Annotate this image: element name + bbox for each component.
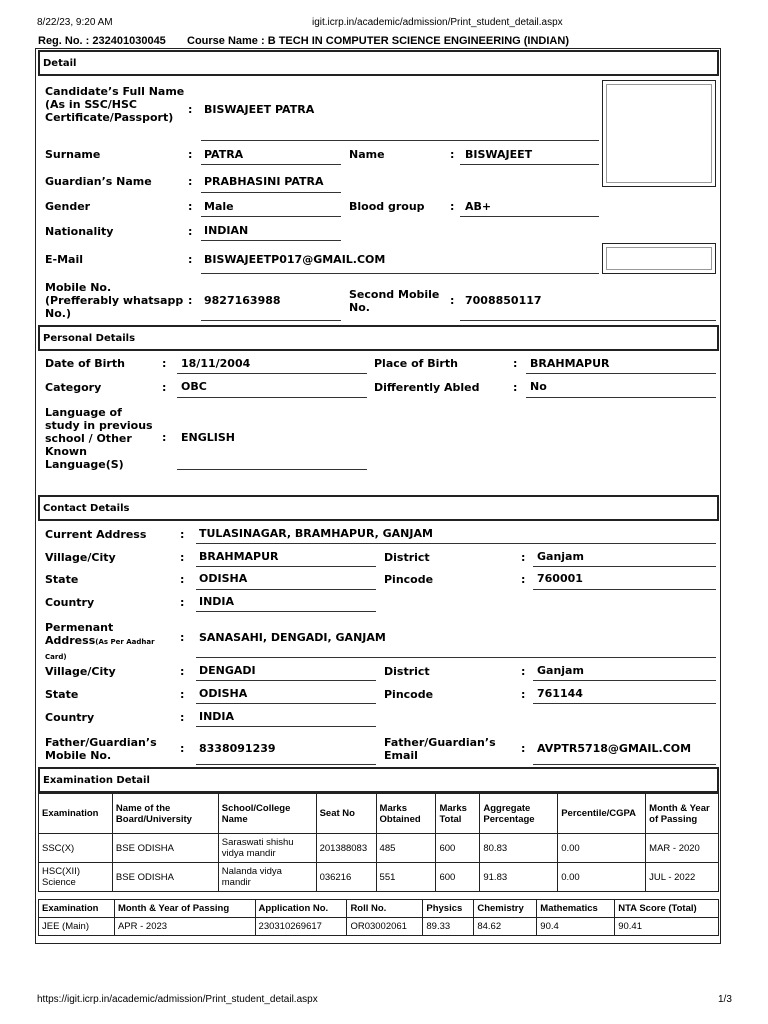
state-label: State [45, 573, 79, 586]
gender-value: Male [204, 200, 234, 213]
pincode-value: 760001 [537, 572, 583, 585]
section-contact: Contact Details [38, 495, 719, 521]
name-value: BISWAJEET [465, 148, 533, 161]
fg-mobile-value: 8338091239 [199, 742, 276, 755]
email-label: E-Mail [45, 253, 83, 266]
blood-group-label: Blood group [349, 200, 425, 213]
second-mobile-label: Second Mobile No. [349, 288, 440, 314]
fg-email-value: AVPTR5718@GMAIL.COM [537, 742, 692, 755]
differently-abled-label: Differently Abled [374, 381, 480, 394]
perm-village-label: Village/City [45, 665, 116, 678]
name-label: Name [349, 148, 385, 161]
pob-label: Place of Birth [374, 357, 458, 370]
dob-label: Date of Birth [45, 357, 125, 370]
district-label: District [384, 551, 430, 564]
dob-value: 18/11/2004 [181, 357, 251, 370]
fg-email-label: Father/Guardian’s Email [384, 736, 496, 762]
second-mobile-value: 7008850117 [465, 294, 542, 307]
perm-village-value: DENGADI [199, 664, 256, 677]
category-value: OBC [181, 380, 207, 393]
gender-label: Gender [45, 200, 91, 213]
nationality-label: Nationality [45, 225, 114, 238]
jee-table [38, 899, 719, 936]
perm-country-label: Country [45, 711, 95, 724]
permanent-address-note: (As Per Aadhar Card) [45, 638, 155, 661]
print-page-url: igit.icrp.in/academic/admission/Print_student_detail.aspx [312, 17, 563, 28]
pob-value: BRAHMAPUR [530, 357, 610, 370]
email-value: BISWAJEETP017@GMAIL.COM [204, 253, 386, 266]
current-address-value: TULASINAGAR, BRAMHAPUR, GANJAM [199, 527, 433, 540]
reg-number: Reg. No. : 232401030045 [38, 35, 166, 47]
exam-table-header: Examination Name of the Board/University School/College Name Seat No Marks Obtained Marks Total Aggregate Percentage Percentile/CGPA Month & Year of Passing [39, 794, 719, 834]
section-examination: Examination Detail [38, 767, 719, 793]
photo-box [602, 80, 716, 187]
print-datetime: 8/22/23, 9:20 AM [37, 17, 113, 28]
language-label: Language of study in previous school / Other Known Language(S) [45, 406, 153, 471]
village-value: BRAHMAPUR [199, 550, 279, 563]
mobile-value: 9827163988 [204, 294, 281, 307]
perm-pincode-label: Pincode [384, 688, 434, 701]
colon: : [188, 103, 193, 116]
exam-table [38, 793, 719, 892]
course-name: Course Name : B TECH IN COMPUTER SCIENCE ENGINEERING (INDIAN) [187, 35, 569, 47]
surname-value: PATRA [204, 148, 244, 161]
nationality-value: INDIAN [204, 224, 249, 237]
perm-state-value: ODISHA [199, 687, 248, 700]
mobile-label: Mobile No. (Prefferably whatsapp No.) [45, 281, 184, 320]
table-row: HSC(XII) Science BSE ODISHA Nalanda vidya mandir 036216 551 600 91.83 0.00 JUL - 2022 [39, 863, 719, 892]
section-personal: Personal Details [38, 325, 719, 351]
guardian-value: PRABHASINI PATRA [204, 175, 324, 188]
section-detail: Detail [38, 50, 719, 76]
permanent-address-value: SANASAHI, DENGADI, GANJAM [199, 631, 386, 644]
state-value: ODISHA [199, 572, 248, 585]
print-page-number: 1/3 [718, 994, 732, 1005]
perm-district-value: Ganjam [537, 664, 584, 677]
table-row: JEE (Main) APR - 2023 230310269617 OR03002061 89.33 84.62 90.4 90.41 [39, 918, 719, 936]
table-row: SSC(X) BSE ODISHA Saraswati shishu vidya mandir 201388083 485 600 80.83 0.00 MAR - 2020 [39, 834, 719, 863]
perm-state-label: State [45, 688, 79, 701]
print-footer-url: https://igit.icrp.in/academic/admission/Print_student_detail.aspx [37, 994, 318, 1005]
village-label: Village/City [45, 551, 116, 564]
district-value: Ganjam [537, 550, 584, 563]
permanent-address-label: Permenant Address(As Per Aadhar Card) [45, 621, 155, 661]
pincode-label: Pincode [384, 573, 434, 586]
full-name-value: BISWAJEET PATRA [204, 103, 315, 116]
perm-pincode-value: 761144 [537, 687, 583, 700]
fg-mobile-label: Father/Guardian’s Mobile No. [45, 736, 157, 762]
perm-district-label: District [384, 665, 430, 678]
country-value: INDIA [199, 595, 235, 608]
perm-country-value: INDIA [199, 710, 235, 723]
blood-group-value: AB+ [465, 200, 492, 213]
country-label: Country [45, 596, 95, 609]
category-label: Category [45, 381, 102, 394]
language-value: ENGLISH [181, 431, 235, 444]
differently-abled-value: No [530, 380, 547, 393]
full-name-label: Candidate’s Full Name (As in SSC/HSC Certificate/Passport) [45, 85, 185, 124]
signature-box [602, 243, 716, 274]
current-address-label: Current Address [45, 528, 147, 541]
guardian-label: Guardian’s Name [45, 175, 152, 188]
jee-table-header: Examination Month & Year of Passing Application No. Roll No. Physics Chemistry Mathematics NTA Score (Total) [39, 900, 719, 918]
surname-label: Surname [45, 148, 101, 161]
